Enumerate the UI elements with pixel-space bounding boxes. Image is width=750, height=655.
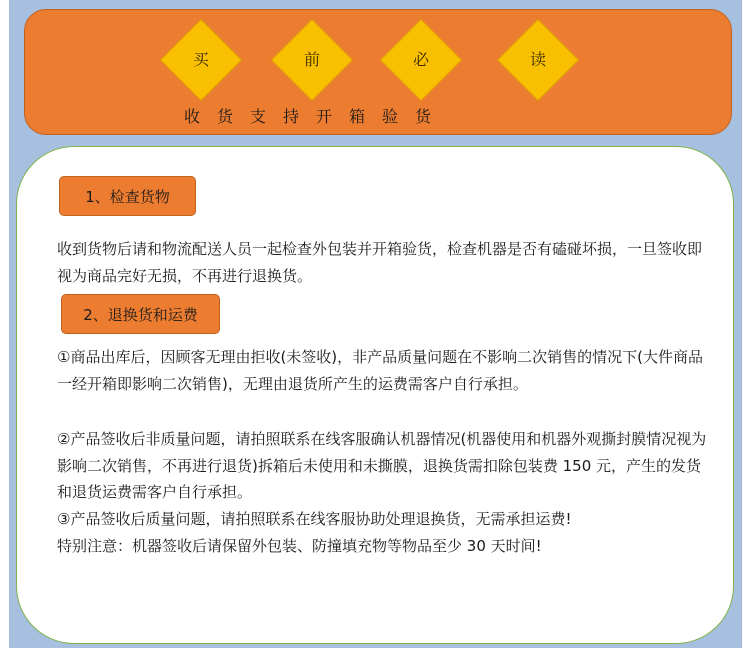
returns-item-3: ③产品签收后质量问题，请拍照联系在线客服协助处理退换货，无需承担运费! <box>57 510 572 528</box>
returns-item-1: ①商品出库后，因顾客无理由拒收(未签收)，非产品质量问题在不影响二次销售的情况下(大件商品一经开箱即影响二次销售)，无理由退货所产生的运费需客户自行承担。 <box>57 348 704 393</box>
badge-label: 必 <box>412 50 429 69</box>
badge-label: 买 <box>192 50 209 69</box>
badge-label: 读 <box>529 50 546 69</box>
special-note: 特别注意：机器签收后请保留外包装、防撞填充物等物品至少 30 天时间! <box>57 537 542 555</box>
badge-label: 前 <box>303 50 320 69</box>
banner-tagline: 收货支持开箱验货 <box>184 107 449 126</box>
section-heading-returns: 2、退换货和运费 <box>61 294 220 334</box>
returns-item-2: ②产品签收后非质量问题，请拍照联系在线客服确认机器情况(机器使用和机器外观撕封膜情况视为影响二次销售，不再进行退货)拆箱后未使用和未撕膜，退换货需扣除包装费 150 元，产生的发货和退货运费需客户自行承担。 <box>57 430 707 501</box>
inspect-text: 收到货物后请和物流配送人员一起检查外包装并开箱验货，检查机器是否有磕碰坏损，一旦签收即视为商品完好无损，不再进行退换货。 <box>57 240 703 285</box>
section-heading-inspect: 1、检查货物 <box>59 176 196 216</box>
